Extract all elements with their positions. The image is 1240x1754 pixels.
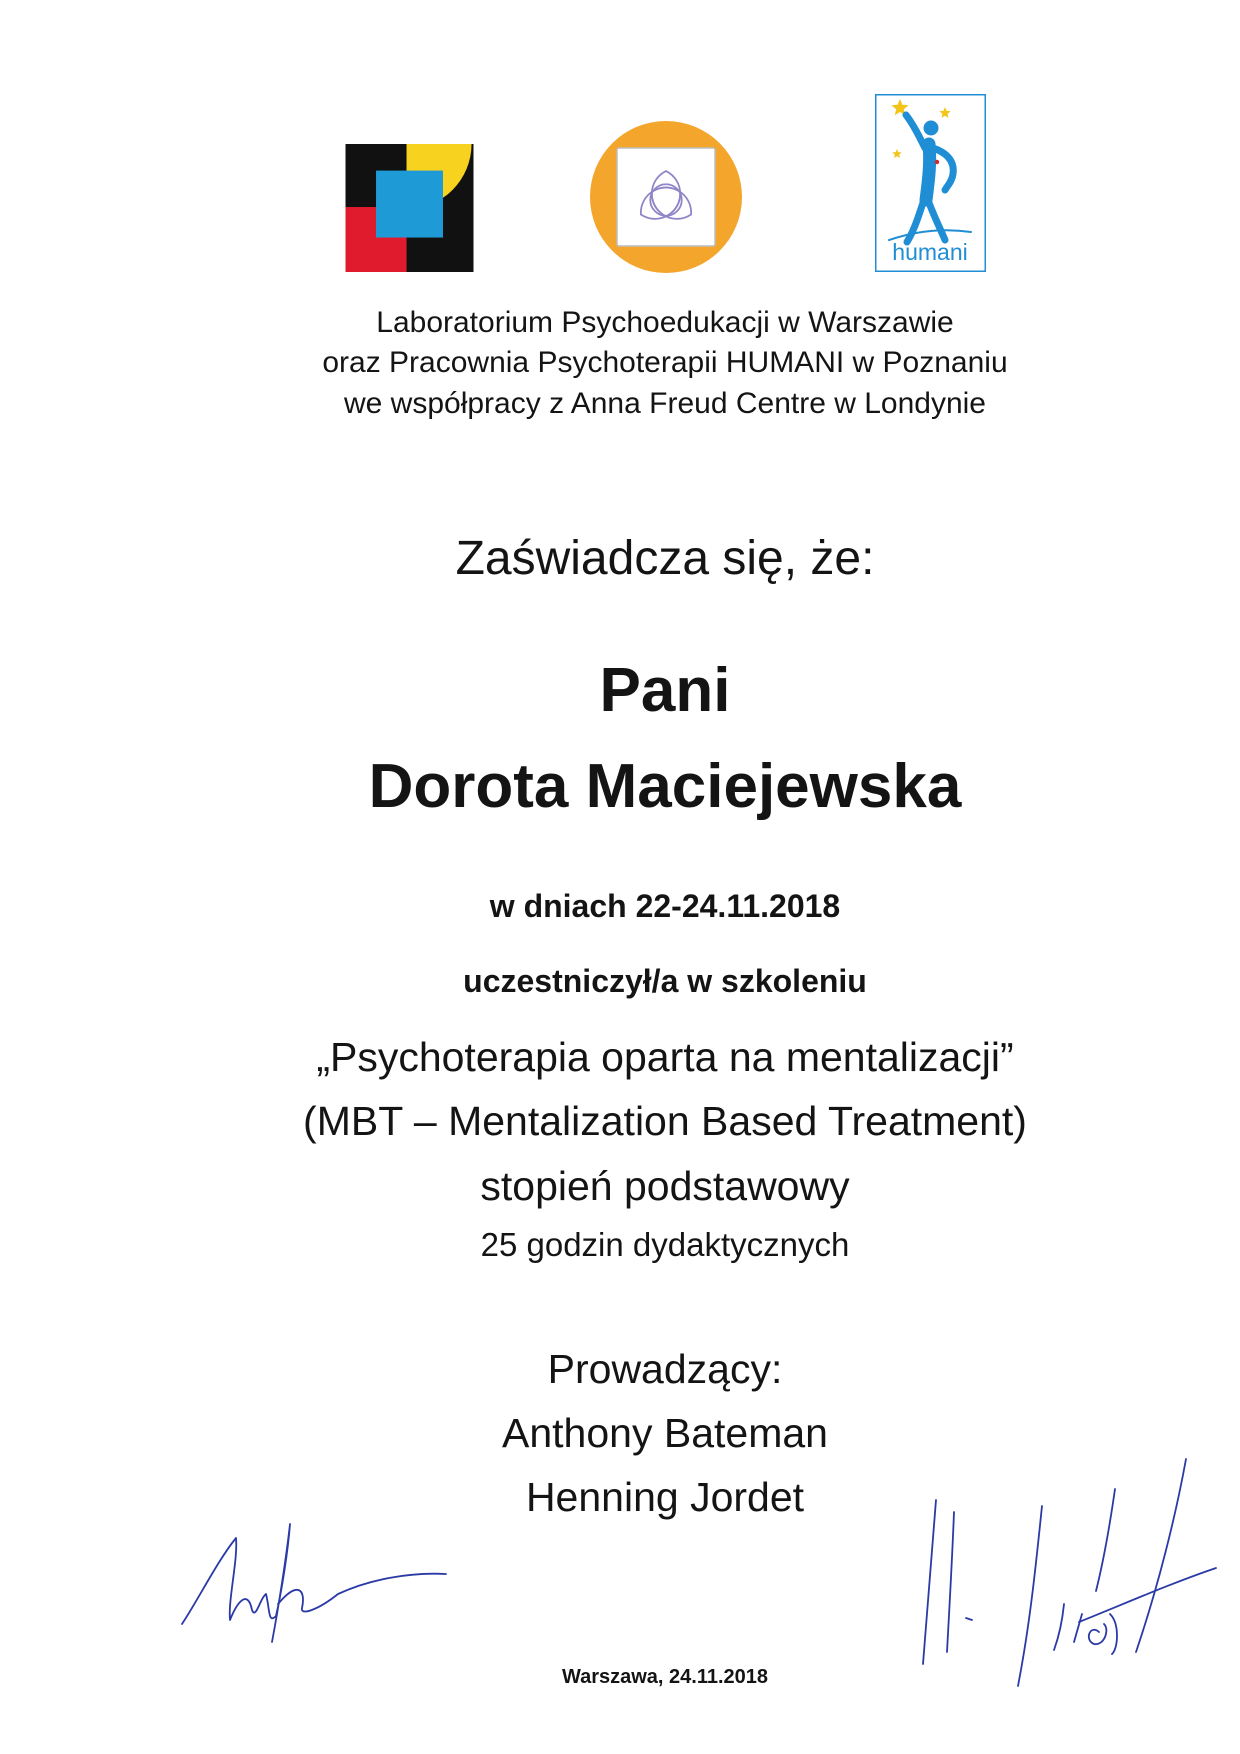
course-dates: w dniach 22-24.11.2018 [489, 888, 841, 924]
course-title: „Psychoterapia oparta na mentalizacji” [316, 1034, 1014, 1080]
psychoeducation-lab-logo-icon [345, 144, 474, 272]
signature-stroke [1089, 1614, 1117, 1654]
humani-wordmark: humani [892, 239, 968, 265]
header-line-3: we współpracy z Anna Freud Centre w Londynie [343, 387, 986, 420]
recipient-name: Dorota Maciejewska [368, 752, 962, 821]
certificate-intro: Zaświadcza się, że: [455, 532, 875, 585]
signature-stroke [947, 1512, 954, 1652]
instructor-name: Henning Jordet [525, 1474, 805, 1520]
signature-stroke [1054, 1604, 1064, 1650]
humani-figure-logo-icon [875, 94, 986, 272]
triquetra-logo-icon [590, 121, 742, 273]
figure-red-dot [935, 160, 939, 164]
header-line-1: Laboratorium Psychoedukacji w Warszawie [376, 306, 954, 339]
course-subtitle: (MBT – Mentalization Based Treatment) [303, 1098, 1027, 1144]
course-hours: 25 godzin dydaktycznych [480, 1226, 850, 1263]
participation-text: uczestniczył/a w szkoleniu [463, 963, 867, 999]
place-and-date: Warszawa, 24.11.2018 [561, 1666, 769, 1688]
signature-stroke [966, 1618, 972, 1620]
logo-blue-square [376, 171, 443, 238]
signature-stroke [1136, 1459, 1186, 1652]
instructors-label: Prowadzący: [547, 1346, 783, 1392]
course-level: stopień podstawowy [480, 1163, 850, 1209]
signature-stroke [923, 1500, 936, 1664]
signature-stroke [1018, 1506, 1042, 1686]
instructor-name: Anthony Bateman [502, 1410, 828, 1456]
recipient-salutation: Pani [599, 656, 731, 725]
signature-stroke [278, 1574, 446, 1612]
signature-stroke [1096, 1489, 1115, 1591]
header-line-2: oraz Pracownia Psychoterapii HUMANI w Poznaniu [322, 346, 1008, 379]
figure-head [924, 121, 939, 136]
white-inner-square [617, 148, 715, 246]
figure-torso [926, 144, 930, 200]
signature-left [178, 1520, 450, 1646]
signature-stroke [182, 1524, 290, 1642]
signature-stroke [1074, 1614, 1082, 1642]
